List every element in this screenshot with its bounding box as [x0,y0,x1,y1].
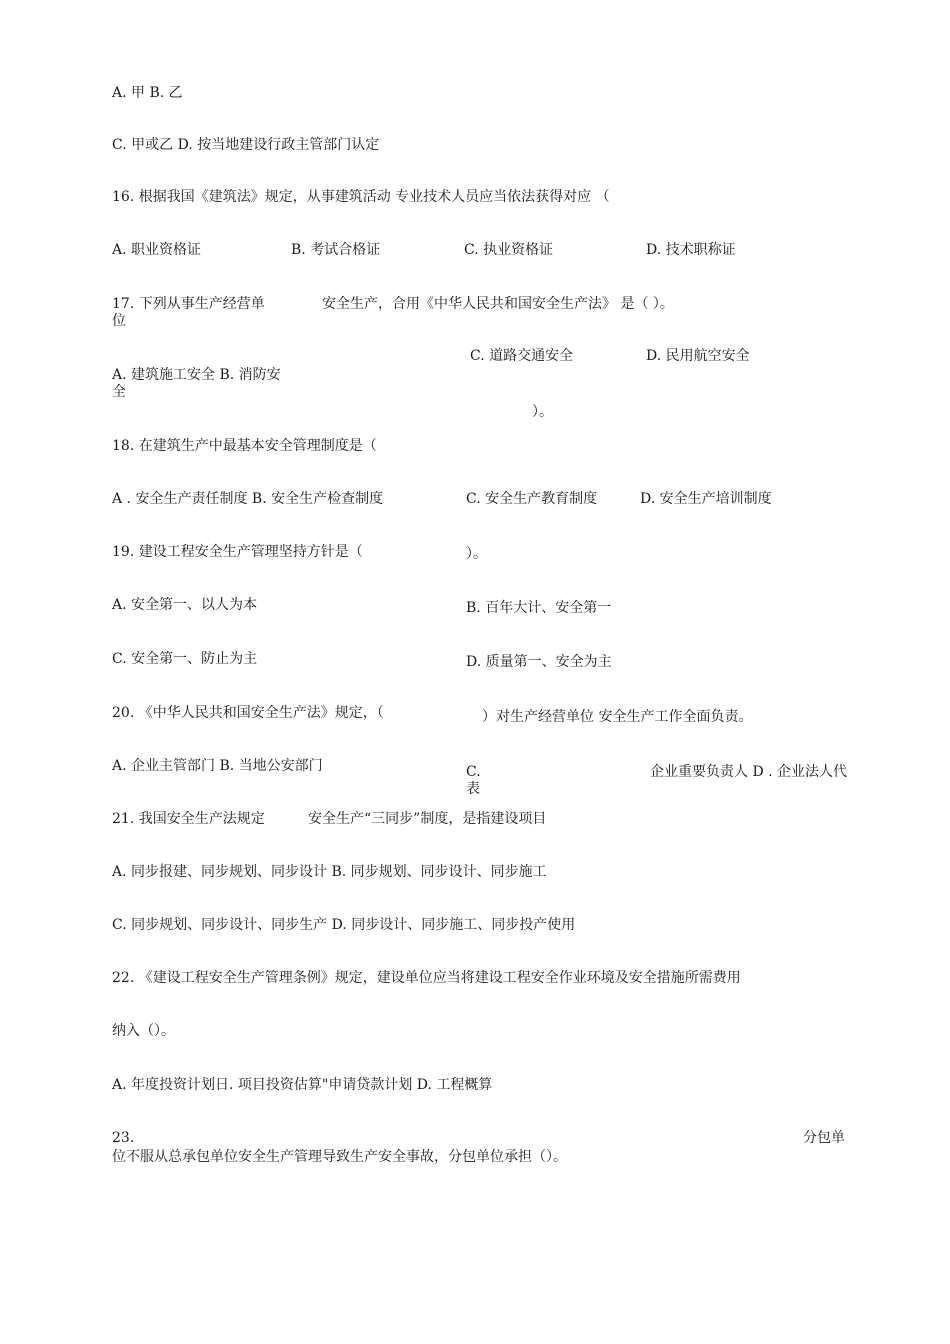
q22-stem: 22. 《建设工程安全生产管理条例》规定，建设单位应当将建设工程安全作业环境及安全措施所需费用 [112,970,741,986]
q20-stem: 20. 《中华人民共和国安全生产法》规定，（ [112,705,384,721]
q16-option-d: D. 技术职称证 [646,242,736,258]
q15-options-cd: C. 甲或乙 D. 按当地建设行政主管部门认定 [112,137,380,153]
q18-options-ab: A . 安全生产责任制度 B. 安全生产检查制度 [112,491,384,507]
q20-options-ab: A. 企业主管部门 B. 当地公安部门 [112,758,323,774]
q21-options-cd: C. 同步规划、同步设计、同步生产 D. 同步设计、同步施工、同步投产使用 [112,917,576,933]
q22-stem-cont: 纳入（）。 [112,1023,175,1039]
q17-option-d: D. 民用航空安全 [646,348,750,364]
q16-option-a: A. 职业资格证 [112,242,202,258]
q23-number: 23. [112,1130,135,1146]
q21-options-ab: A. 同步报建、同步规划、同步设计 B. 同步规划、同步设计、同步施工 [112,864,547,880]
q17-stem-part1: 17. 下列从事生产经营单 [112,296,265,312]
q18-option-d: D. 安全生产培训制度 [640,491,772,507]
q22-options: A. 年度投资计划日. 项目投资估算"申请贷款计划 D. 工程概算 [112,1077,493,1093]
q20-option-d-wrap: 表 [466,781,480,797]
q20-stem-tail: ）对生产经营单位 安全生产工作全面负责。 [482,709,753,725]
q16-option-b: B. 考试合格证 [291,242,381,258]
q17-options-ab-wrap: 全 [112,384,126,400]
q18-stem-tail: ）。 [532,404,553,420]
q20-options-cd: 企业重要负责人 D . 企业法人代 [650,764,848,780]
q19-option-c: C. 安全第一、防止为主 [112,651,258,667]
q18-option-c: C. 安全生产教育制度 [466,491,598,507]
q19-option-a: A. 安全第一、以人为本 [112,597,258,613]
q23-stem-right: 分包单 [803,1130,845,1146]
q19-stem: 19. 建设工程安全生产管理坚持方针是（ [112,544,363,560]
q21-stem-part1: 21. 我国安全生产法规定 [112,811,265,827]
q17-stem-part2: 安全生产，合用《中华人民共和国安全生产法》 是（ ）。 [322,296,674,312]
q15-options-ab: A. 甲 B. 乙 [112,85,183,101]
q16-option-c: C. 执业资格证 [464,242,554,258]
q17-options-ab: A. 建筑施工安全 B. 消防安 [112,367,281,383]
q19-option-b: B. 百年大计、安全第一 [466,600,612,616]
q17-option-c: C. 道路交通安全 [470,348,574,364]
q23-stem-cont: 位不服从总承包单位安全生产管理导致生产安全事故，分包单位承担（）。 [112,1149,567,1165]
q19-stem-tail: ）。 [466,546,487,562]
q18-stem: 18. 在建筑生产中最基本安全管理制度是（ [112,438,377,454]
q20-option-c-marker: C. [466,764,481,780]
q19-option-d: D. 质量第一、安全为主 [466,654,612,670]
q17-stem-part1-wrap: 位 [112,313,126,329]
q21-stem-part2: 安全生产“三同步”制度，是指建设项目 [308,811,547,827]
q16-stem: 16. 根据我国《建筑法》规定，从事建筑活动 专业技术人员应当依法获得对应 （ [112,189,610,205]
